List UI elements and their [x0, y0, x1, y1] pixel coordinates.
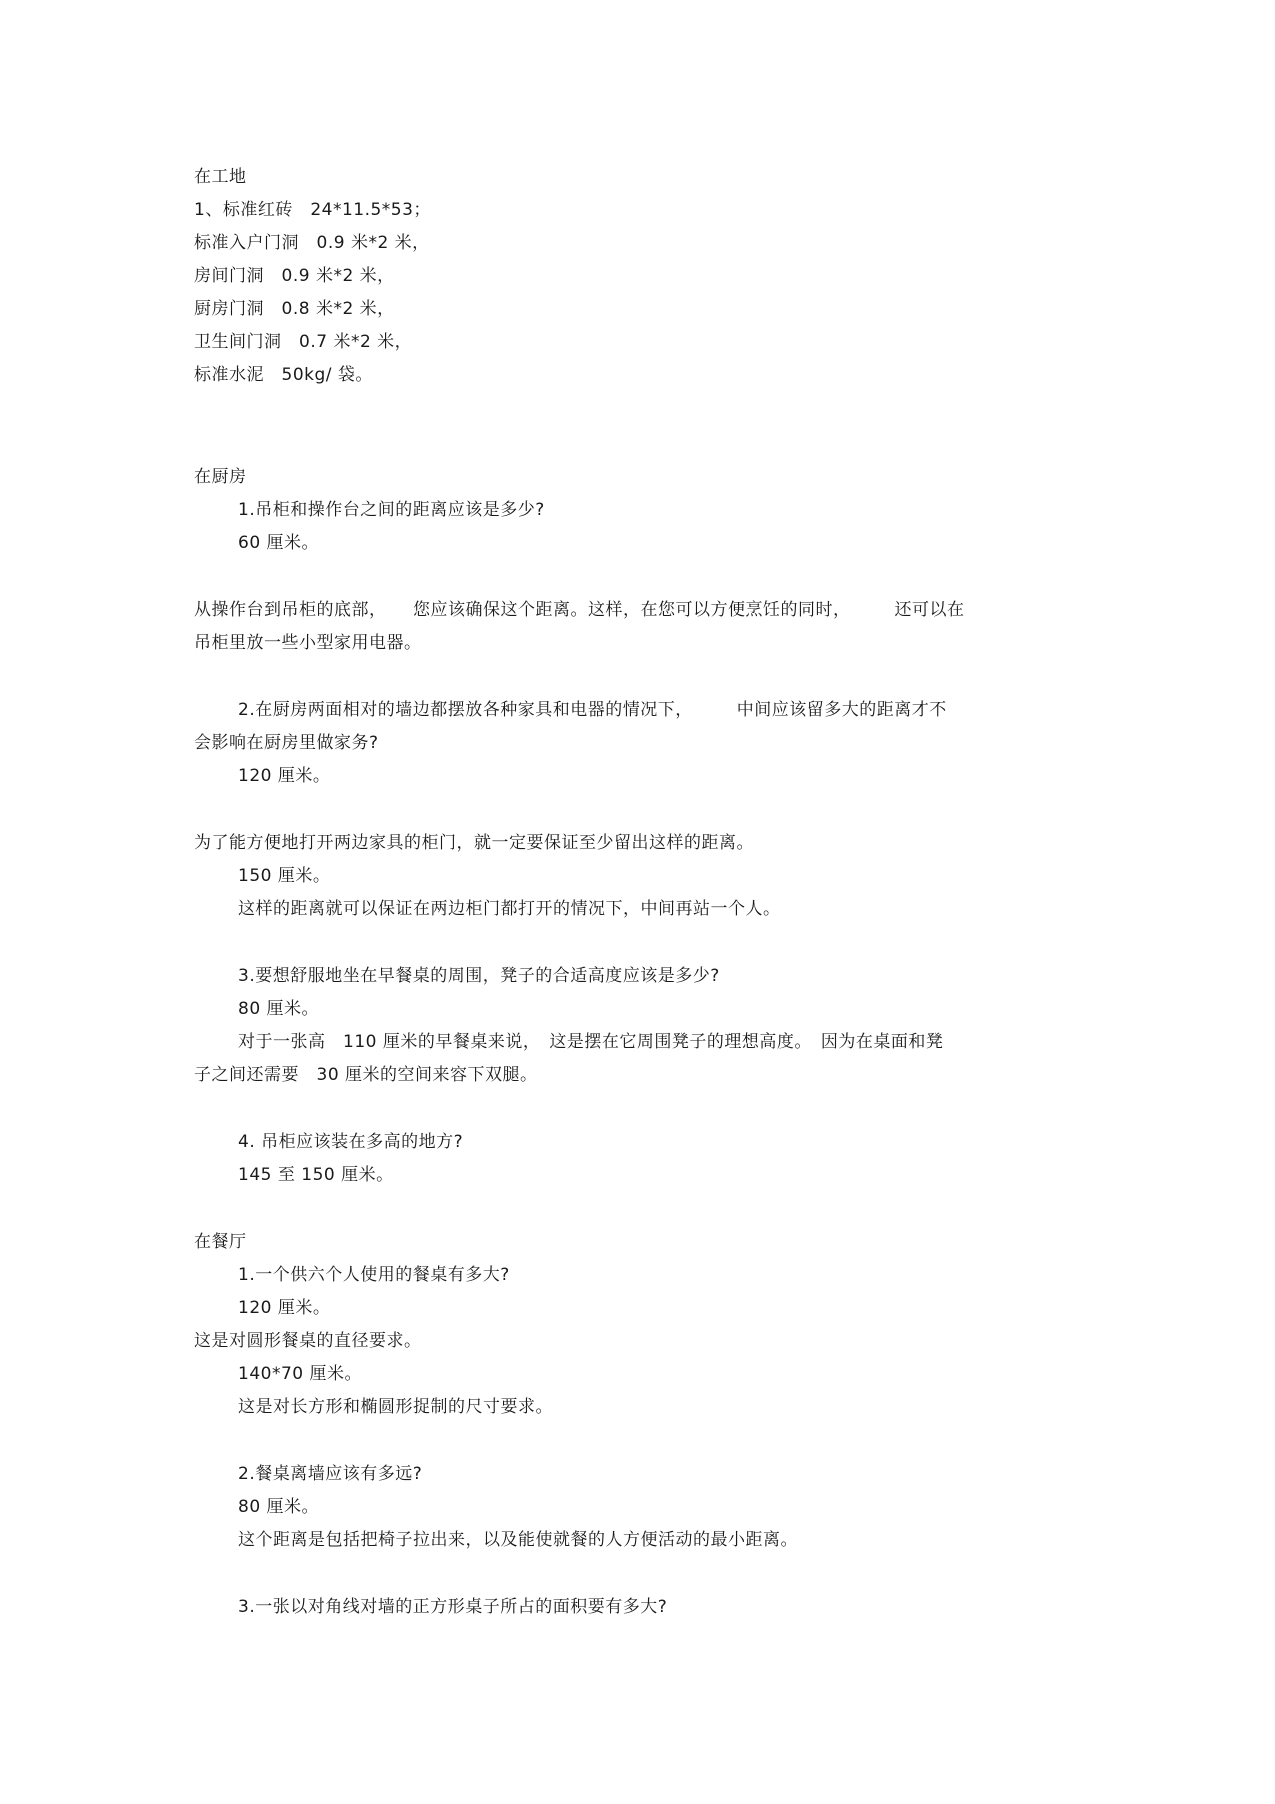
kitchen-paragraph-1b: 吊柜里放一些小型家用电器。 [194, 633, 422, 653]
dining-question-1: 1.一个供六个人使用的餐桌有多大? [238, 1265, 510, 1285]
kitchen-answer-2b: 150 厘米。 [238, 866, 331, 886]
site-line-2: 标准入户门洞 0.9 米*2 米， [194, 233, 430, 253]
site-line-3: 房间门洞 0.9 米*2 米， [194, 266, 395, 286]
kitchen-answer-4: 145 至 150 厘米。 [238, 1165, 394, 1185]
kitchen-answer-2: 120 厘米。 [238, 766, 331, 786]
dining-answer-1: 120 厘米。 [238, 1298, 331, 1318]
site-line-6: 标准水泥 50kg/ 袋。 [194, 365, 373, 385]
kitchen-question-4: 4. 吊柜应该装在多高的地方? [238, 1132, 464, 1152]
section-heading-dining: 在餐厅 [194, 1232, 247, 1252]
kitchen-question-2b: 会影响在厨房里做家务? [194, 733, 379, 753]
kitchen-paragraph-2: 为了能方便地打开两边家具的柜门，就一定要保证至少留出这样的距离。 [194, 833, 754, 853]
dining-answer-1b: 140*70 厘米。 [238, 1364, 362, 1384]
kitchen-question-2a: 2.在厨房两面相对的墙边都摆放各种家具和电器的情况下， 中间应该留多大的距离才不 [238, 700, 947, 720]
dining-paragraph-1b: 这是对长方形和椭圆形捉制的尺寸要求。 [238, 1397, 553, 1417]
section-heading-site: 在工地 [194, 167, 247, 187]
section-heading-kitchen: 在厨房 [194, 467, 247, 487]
site-line-1: 1、标准红砖 24*11.5*53； [194, 200, 431, 220]
site-line-4: 厨房门洞 0.8 米*2 米， [194, 299, 395, 319]
dining-paragraph-2: 这个距离是包括把椅子拉出来，以及能使就餐的人方便活动的最小距离。 [238, 1530, 798, 1550]
kitchen-answer-3: 80 厘米。 [238, 999, 320, 1019]
kitchen-paragraph-1a: 从操作台到吊柜的底部， 您应该确保这个距离。这样，在您可以方便烹饪的同时， 还可以在 [194, 600, 965, 620]
kitchen-paragraph-3a: 对于一张高 110 厘米的早餐桌来说， 这是摆在它周围凳子的理想高度。 因为在桌面和凳 [238, 1032, 944, 1052]
kitchen-paragraph-3b: 子之间还需要 30 厘米的空间来容下双腿。 [194, 1065, 538, 1085]
kitchen-question-3: 3.要想舒服地坐在早餐桌的周围，凳子的合适高度应该是多少? [238, 966, 720, 986]
kitchen-paragraph-2b: 这样的距离就可以保证在两边柜门都打开的情况下，中间再站一个人。 [238, 899, 781, 919]
site-line-5: 卫生间门洞 0.7 米*2 米， [194, 332, 413, 352]
kitchen-answer-1: 60 厘米。 [238, 533, 320, 553]
kitchen-question-1: 1.吊柜和操作台之间的距离应该是多少? [238, 500, 545, 520]
dining-paragraph-1: 这是对圆形餐桌的直径要求。 [194, 1331, 422, 1351]
dining-question-2: 2.餐桌离墙应该有多远? [238, 1464, 423, 1484]
dining-answer-2: 80 厘米。 [238, 1497, 320, 1517]
dining-question-3: 3.一张以对角线对墙的正方形桌子所占的面积要有多大? [238, 1597, 668, 1617]
